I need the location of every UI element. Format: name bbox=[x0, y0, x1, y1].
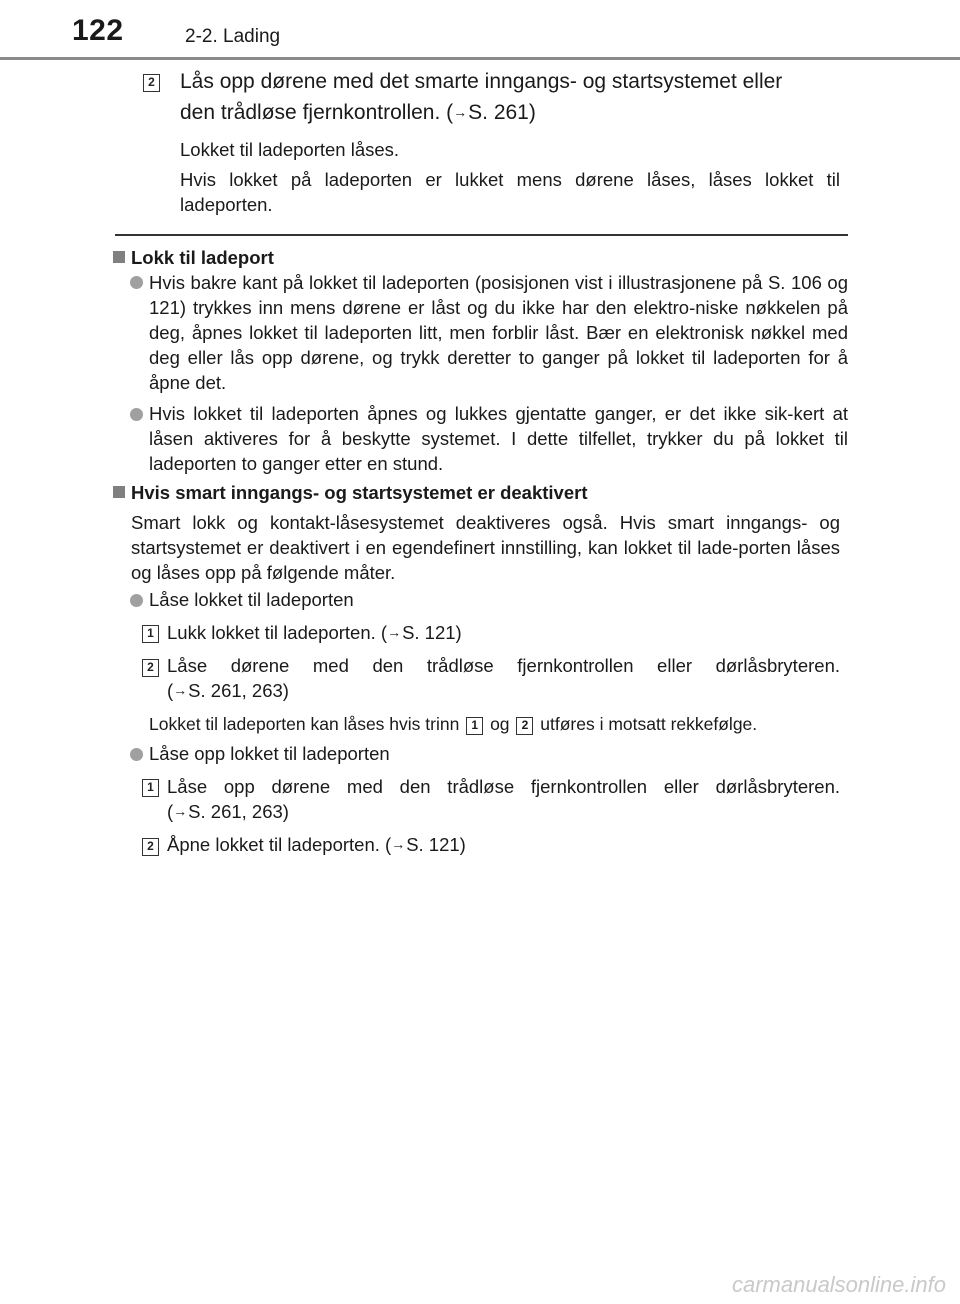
lock-step-1 bbox=[167, 620, 847, 645]
page-reference: S. 261, 263) bbox=[188, 680, 289, 701]
lock-step-2-paren: ( bbox=[167, 680, 174, 701]
step-note-2: Hvis lokket på ladeporten er lukket mens dørene låses, låses lokket til ladeporten. bbox=[180, 169, 840, 215]
lock-note-text: utføres i motsatt rekkefølge. bbox=[540, 714, 758, 734]
page-reference: S. 121) bbox=[406, 834, 466, 855]
bullet-dot-icon bbox=[130, 594, 143, 607]
unlock-step-2-text: Åpne lokket til ladeporten. ( bbox=[167, 834, 392, 855]
step-number-box: 1 bbox=[142, 779, 159, 797]
page-reference: S. 121) bbox=[402, 622, 462, 643]
bullet-paragraph-2: Hvis lokket til ladeporten åpnes og lukkes gjentatte ganger, er det ikke sik-kert at låsen aktiveres for å beskytte systemet. I dette tilfellet, trykker du på lokket til ladeporten to ganger etter en stund. bbox=[149, 403, 848, 474]
unlock-step-1-line2 bbox=[167, 799, 840, 824]
lock-note-text: Lokket til ladeporten kan låses hvis trinn bbox=[149, 714, 460, 734]
unlock-step-2 bbox=[167, 832, 847, 857]
bullet-dot-icon bbox=[130, 748, 143, 761]
page-header bbox=[0, 0, 960, 62]
section-divider bbox=[115, 234, 848, 236]
step-text bbox=[180, 66, 860, 128]
arrow-right-icon: → bbox=[173, 682, 188, 698]
bullet-dot-icon bbox=[130, 408, 143, 421]
step-text-line1: Lås opp dørene med det smarte inngangs- og startsystemet eller bbox=[180, 70, 783, 93]
step-number-box: 2 bbox=[142, 659, 159, 677]
section-heading-lokk bbox=[113, 245, 853, 270]
lock-note-text: og bbox=[490, 714, 510, 734]
lock-step-2-line1: Låse dørene med den trådløse fjernkontrollen eller dørlåsbryteren. bbox=[167, 655, 840, 676]
arrow-right-icon: → bbox=[387, 624, 402, 640]
bullet-dot-icon bbox=[130, 276, 143, 289]
step-number-box: 2 bbox=[142, 838, 159, 856]
lock-step-1-text: Lukk lokket til ladeporten. ( bbox=[167, 622, 388, 643]
page-reference: S. 261) bbox=[468, 101, 536, 124]
step-number-box: 2 bbox=[516, 717, 533, 735]
step-number-box: 2 bbox=[143, 74, 160, 92]
square-bullet-icon bbox=[113, 251, 125, 263]
section-heading-text: Lokk til ladeport bbox=[131, 247, 274, 268]
arrow-right-icon: → bbox=[391, 836, 406, 852]
section-title: 2-2. Lading bbox=[185, 26, 281, 47]
step-note-1: Lokket til ladeporten låses. bbox=[180, 139, 400, 160]
step-text-line2 bbox=[180, 97, 860, 128]
arrow-right-icon: → bbox=[173, 803, 188, 819]
page-number: 122 bbox=[72, 14, 124, 47]
watermark: carmanualsonline.info bbox=[731, 1272, 946, 1297]
lock-title: Låse lokket til ladeporten bbox=[149, 589, 354, 610]
section-intro: Smart lokk og kontakt-låsesystemet deaktiveres også. Hvis smart inngangs- og startsystemet er deaktivert i en egendefinert innstilling, kan lokket til lade-porten låses og låses opp på følgende måter. bbox=[131, 512, 840, 583]
step-number-box: 1 bbox=[466, 717, 483, 735]
unlock-title: Låse opp lokket til ladeporten bbox=[149, 743, 390, 764]
step-text-line2-pre: den trådløse fjernkontrollen. ( bbox=[180, 101, 454, 124]
bullet-paragraph-1: Hvis bakre kant på lokket til ladeporten (posisjonen vist i illustrasjonene på S. 106 og 121) trykkes inn mens dørene er låst og du ikke har den elektro-niske nøkkelen på deg, åpnes lokket til ladeporten litt, men forblir låst. Bær en elektronisk nøkkel med deg eller lås opp dørene, og trykk deretter to ganger på lokket til ladeporten for å åpne det. bbox=[149, 272, 848, 393]
lock-step-2-line2 bbox=[167, 678, 840, 703]
lock-step-2 bbox=[167, 653, 840, 703]
section-heading-text: Hvis smart inngangs- og startsystemet er deaktivert bbox=[131, 482, 588, 503]
step-number-box: 1 bbox=[142, 625, 159, 643]
page-reference: S. 261, 263) bbox=[188, 801, 289, 822]
section-heading-smart bbox=[113, 480, 853, 505]
lock-note bbox=[149, 712, 849, 736]
header-rule bbox=[0, 57, 960, 60]
unlock-step-1 bbox=[167, 774, 840, 824]
unlock-step-1-line1: Låse opp dørene med den trådløse fjernkontrollen eller dørlåsbryteren. bbox=[167, 776, 840, 797]
arrow-right-icon: → bbox=[453, 104, 468, 120]
square-bullet-icon bbox=[113, 486, 125, 498]
unlock-step-1-paren: ( bbox=[167, 801, 174, 822]
